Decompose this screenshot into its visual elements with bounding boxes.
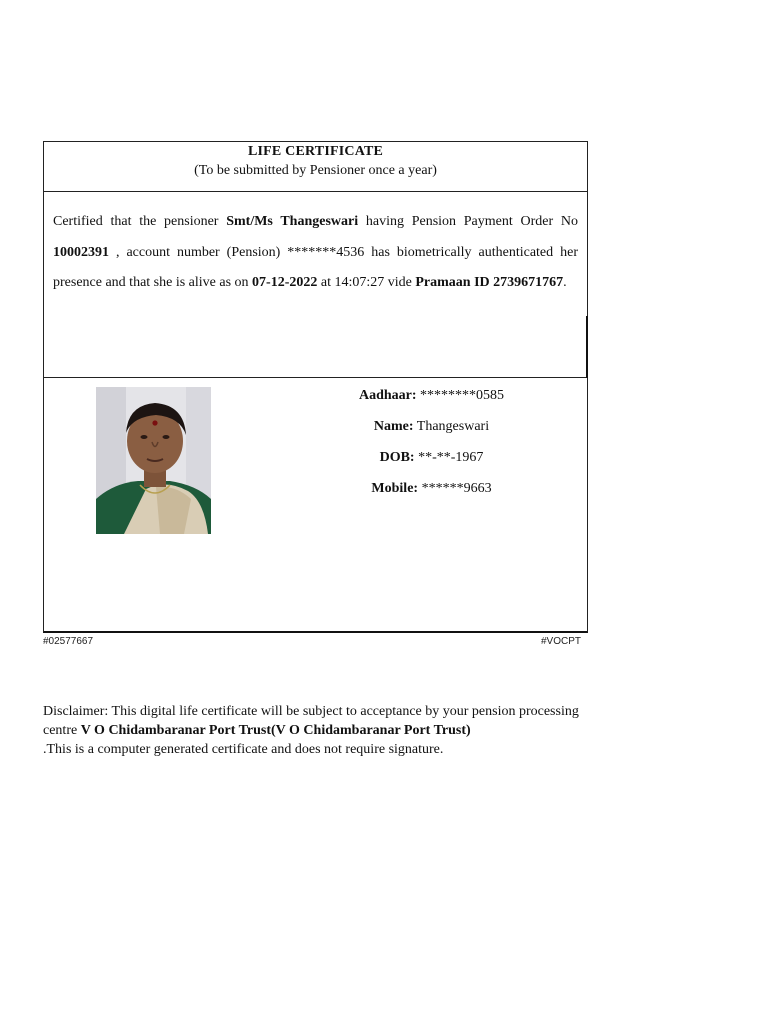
statement-part-1: Certified that the pensioner	[53, 214, 227, 229]
dob-value: **-**-1967	[414, 450, 484, 465]
disclaimer-part-1: Disclaimer: This digital life certificate will be subject to acceptance by your pension processing centre	[43, 704, 579, 738]
footer-code-right: #VOCPT	[541, 636, 582, 647]
pensioner-photo	[96, 387, 211, 534]
certification-statement	[44, 192, 587, 378]
pensioner-photo-image	[96, 387, 211, 534]
name-row	[344, 418, 519, 449]
ppo-number: 10002391	[53, 244, 109, 260]
footer-code-left: #02577667	[43, 636, 94, 647]
name-value: Thangeswari	[413, 419, 490, 434]
statement-part-5: .	[563, 275, 567, 290]
statement-part-3: , account number (Pension) *******4536 has biometrically authenticated her presence and that she is alive as on	[53, 244, 578, 290]
aadhaar-label: Aadhaar:	[358, 388, 417, 403]
statement-text	[53, 207, 578, 299]
border-segment	[586, 316, 588, 378]
alive-date: 07-12-2022	[252, 275, 318, 290]
name-label: Name:	[373, 419, 414, 434]
pensioner-details	[344, 387, 519, 511]
mobile-value: ******9663	[418, 481, 492, 496]
mobile-row	[344, 480, 519, 511]
aadhaar-row	[344, 387, 519, 418]
life-certificate-box	[43, 141, 588, 633]
certificate-subtitle: (To be submitted by Pensioner once a year)	[194, 163, 437, 178]
disclaimer-part-2: .This is a computer generated certificate and does not require signature.	[43, 742, 444, 757]
statement-part-4: at 14:07:27 vide	[317, 275, 416, 290]
certificate-header	[44, 142, 587, 192]
pensioner-name: Smt/Ms Thangeswari	[226, 214, 359, 229]
certificate-title: LIFE CERTIFICATE	[247, 144, 384, 159]
processing-centre: V O Chidambaranar Port Trust(V O Chidambaranar Port Trust)	[80, 723, 471, 738]
dob-row	[344, 449, 519, 480]
aadhaar-value: ********0585	[416, 388, 505, 403]
mobile-label: Mobile:	[371, 481, 419, 496]
pramaan-id: Pramaan ID 2739671767	[415, 275, 564, 290]
disclaimer	[43, 702, 603, 759]
dob-label: DOB:	[379, 450, 415, 465]
statement-part-2: having Pension Payment Order No	[358, 214, 578, 229]
